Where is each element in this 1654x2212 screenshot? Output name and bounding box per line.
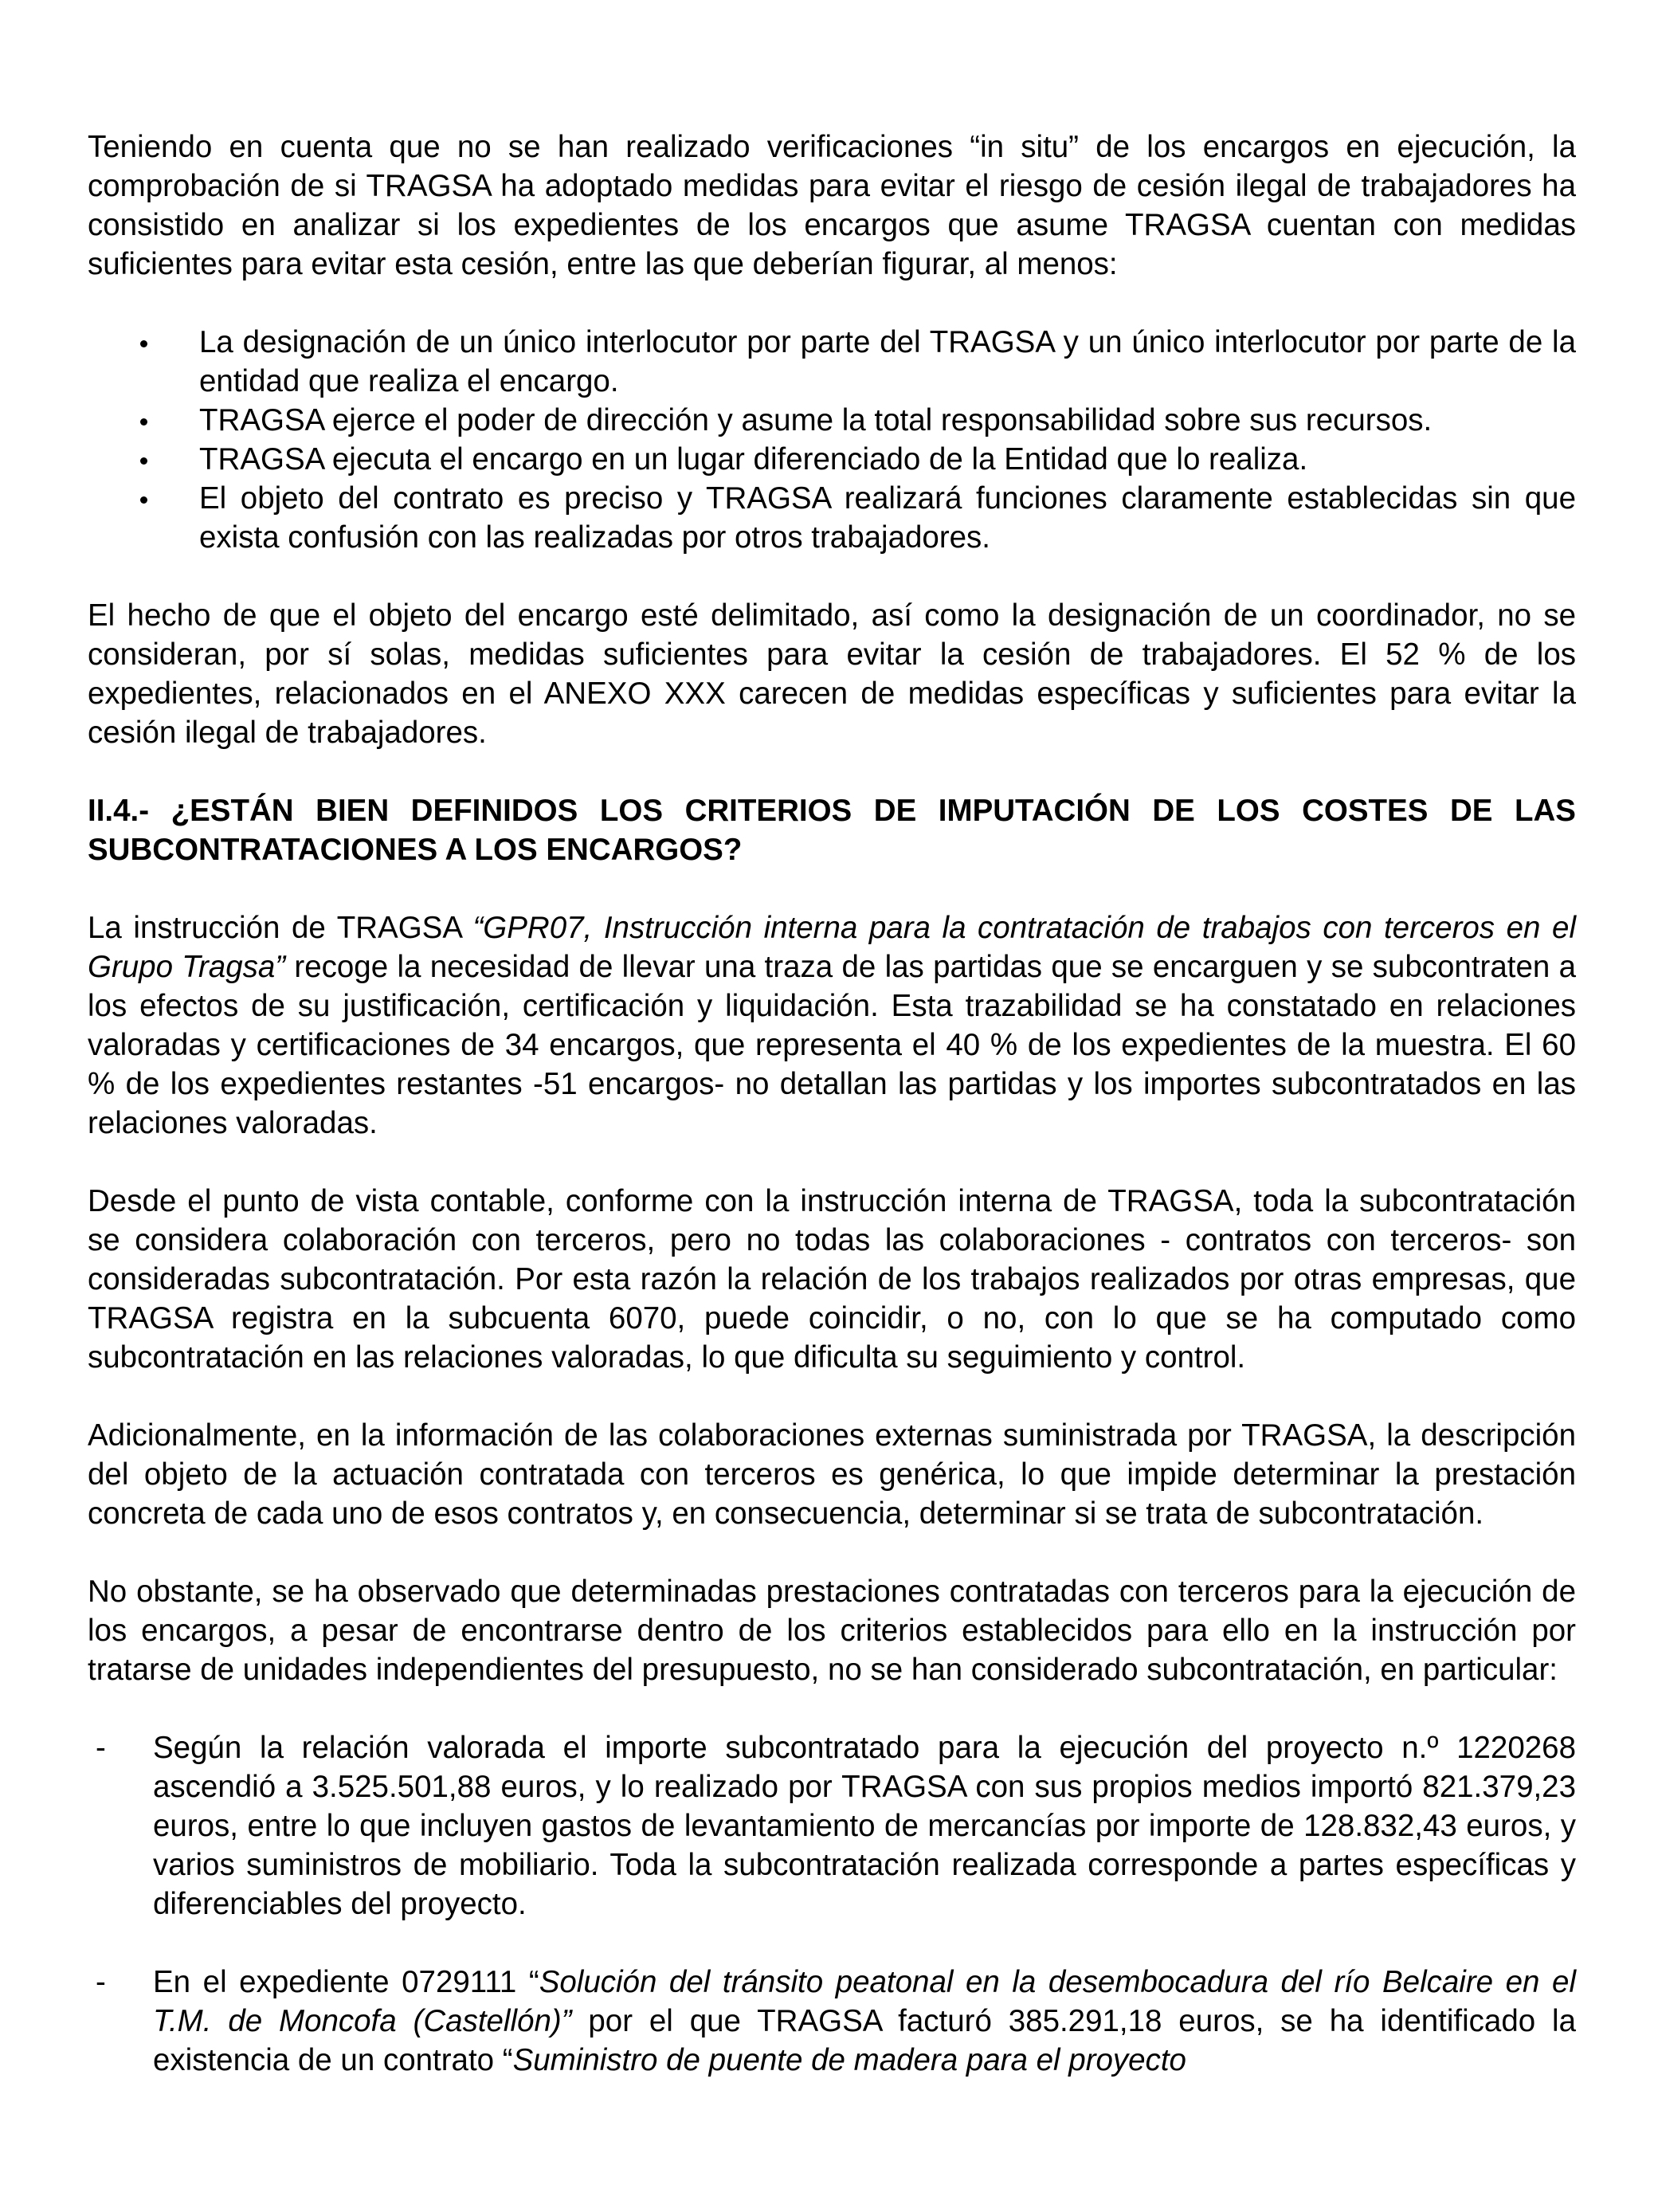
paragraph-gpr07: La instrucción de TRAGSA “GPR07, Instrucción interna para la contratación de trabajos con terceros en el Grupo Tragsa” recoge la necesidad de llevar una traza de las partidas que se encarguen y se subcontraten a los efectos de su justificación, certificación y liquidación. Esta trazabilidad se ha constatado en relaciones valoradas y certificaciones de 34 encargos, que representa el 40 % de los expedientes de la muestra. El 60 % de los expedientes restantes -51 encargos- no detallan las partidas y los importes subcontratados en las relaciones valoradas. (88, 911, 1576, 1140)
paragraph-external-collaborations: Adicionalmente, en la información de las colaboraciones externas suministrada por TRAGSA, la descripción del objeto de la actuación contratada con terceros es genérica, lo que impide determinar la prestación concreta de cada uno de esos contratos y, en consecuencia, determinar si se trata de subcontratación. (88, 1418, 1576, 1531)
dash-marker: - (96, 1965, 106, 1999)
measures-list (88, 323, 1576, 557)
dash-marker: - (96, 1731, 106, 1765)
dash-item-expediente: - En el expediente 0729111 “Solución del tránsito peatonal en la desembocadura del río Belcaire en el T.M. de Moncofa (Castellón)” por el que TRAGSA facturó 385.291,18 euros, se ha identificado la existencia de un contrato “Suministro de puente de madera para el proyecto (88, 1963, 1576, 2080)
paragraph-object-delimited: El hecho de que el objeto del encargo esté delimitado, así como la designación de un coordinador, no se consideran, por sí solas, medidas suficientes para evitar la cesión de trabajadores. El 52 % de los expedientes, relacionados en el ANEXO XXX carecen de medidas específicas y suficientes para evitar la cesión ilegal de trabajadores. (88, 598, 1576, 750)
paragraph-in-situ: Teniendo en cuenta que no se han realizado verificaciones “in situ” de los encargos en ejecución, la comprobación de si TRAGSA ha adoptado medidas para evitar el riesgo de cesión ilegal de trabajadores ha consistido en analizar si los expedientes de los encargos que asume TRAGSA cuentan con medidas suficientes para evitar esta cesión, entre las que deberían figurar, al menos: (88, 130, 1576, 281)
list-item: El objeto del contrato es preciso y TRAGSA realizará funciones claramente establecidas sin que exista confusión con las realizadas por otros trabajadores. (199, 481, 1576, 555)
dash-item-project: - Según la relación valorada el importe subcontratado para la ejecución del proyecto n.º 1220268 ascendió a 3.525.501,88 euros, y lo realizado por TRAGSA con sus propios medios importó 821.379,23 euros, entre lo que incluyen gastos de levantamiento de mercancías por importe de 128.832,43 euros, y varios suministros de mobiliario. Toda la subcontratación realizada corresponde a partes específicas y diferenciables del proyecto. (88, 1728, 1576, 1924)
section-heading: II.4.- ¿ESTÁN BIEN DEFINIDOS LOS CRITERIOS DE IMPUTACIÓN DE LOS COSTES DE LAS SUBCONTRATACIONES A LOS ENCARGOS? (88, 794, 1576, 867)
document-page (88, 127, 1576, 2080)
list-item: La designación de un único interlocutor por parte del TRAGSA y un único interlocutor por parte de la entidad que realiza el encargo. (199, 325, 1576, 398)
list-item: TRAGSA ejerce el poder de dirección y asume la total responsabilidad sobre sus recursos. (199, 403, 1433, 437)
paragraph-accounting: Desde el punto de vista contable, conforme con la instrucción interna de TRAGSA, toda la subcontratación se considera colaboración con terceros, pero no todas las colaboraciones - contratos con terceros- son consideradas subcontratación. Por esta razón la relación de los trabajos realizados por otras empresas, que TRAGSA registra en la subcuenta 6070, puede coincidir, o no, con lo que se ha computado como subcontratación en las relaciones valoradas, lo que dificulta su seguimiento y control. (88, 1184, 1576, 1375)
list-item: TRAGSA ejecuta el encargo en un lugar diferenciado de la Entidad que lo realiza. (199, 442, 1308, 477)
paragraph-nevertheless: No obstante, se ha observado que determinadas prestaciones contratadas con terceros para la ejecución de los encargos, a pesar de encontrarse dentro de los criterios establecidos para ello en la instrucción por tratarse de unidades independientes del presupuesto, no se han considerado subcontratación, en particular: (88, 1575, 1576, 1687)
